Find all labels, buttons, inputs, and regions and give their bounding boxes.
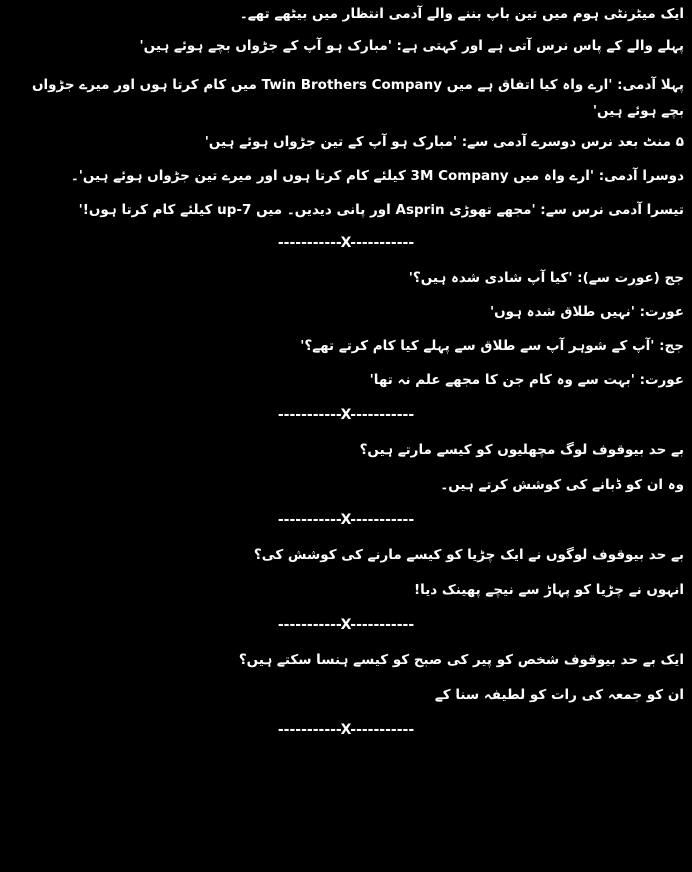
separator: -----------X----------- xyxy=(277,722,415,738)
joke-block xyxy=(8,652,684,739)
joke-block xyxy=(8,270,684,424)
joke-line: جج (عورت سے): 'کیا آپ شادی شدہ ہیں؟' xyxy=(408,270,684,286)
joke-line: ایک میٹرنٹی ہوم میں تین باپ بننے والے آدمی انتظار میں بیٹھے تھے۔ xyxy=(239,6,684,22)
joke-line: عورت: 'نہیں طلاق شدہ ہوں' xyxy=(489,304,684,320)
joke-line: ایک بے حد بیوقوف شخص کو پیر کی صبح کو کیسے ہنسا سکتے ہیں؟ xyxy=(238,652,684,668)
joke-line: جج: 'آپ کے شوہر آپ سے طلاق سے پہلے کیا کام کرتے تھے؟' xyxy=(300,338,684,354)
separator: -----------X----------- xyxy=(277,235,415,251)
joke-line: وہ ان کو ڈبانے کی کوشش کرتے ہیں۔ xyxy=(440,477,684,493)
joke-line: عورت: 'بہت سے وہ کام جن کا مجھے علم نہ تھا' xyxy=(369,372,684,388)
joke-line: بے حد بیوقوف لوگ مچھلیوں کو کیسے مارتے ہیں؟ xyxy=(359,442,684,458)
joke-line: ان کو جمعہ کی رات کو لطیفہ سنا کے xyxy=(434,687,684,703)
joke-block xyxy=(8,6,684,252)
joke-line: دوسرا آدمی: 'ارے واہ میں 3M Company کیلئے کام کرتا ہوں اور میرے تین جڑواں ہوئے ہیں'۔ xyxy=(70,168,684,184)
joke-line: انہوں نے چڑیا کو پہاڑ سے نیچے پھینک دیا! xyxy=(413,582,684,598)
joke-line: پہلے والے کے پاس نرس آتی ہے اور کہتی ہے: 'مبارک ہو آپ کے جڑواں بچے ہوئے ہیں' xyxy=(139,38,684,54)
separator: -----------X----------- xyxy=(277,512,415,528)
separator: -----------X----------- xyxy=(277,407,415,423)
joke-block xyxy=(8,547,684,634)
separator: -----------X----------- xyxy=(277,617,415,633)
joke-line: بے حد بیوقوف لوگوں نے ایک چڑیا کو کیسے مارنے کی کوشش کی؟ xyxy=(253,547,684,563)
joke-line: ۵ منٹ بعد نرس دوسرے آدمی سے: 'مبارک ہو آپ کے تین جڑواں ہوئے ہیں' xyxy=(204,134,684,150)
joke-line: تیسرا آدمی نرس سے: 'مجھے تھوڑی Asprin اور پانی دیدیں۔ میں 7-up کیلئے کام کرتا ہوں!' xyxy=(78,202,684,218)
joke-block xyxy=(8,442,684,529)
joke-line: پہلا آدمی: 'ارے واہ کیا اتفاق ہے میں Twin Brothers Company میں کام کرتا ہوں اور میرے جڑواں بچے ہوئے ہیں' xyxy=(31,77,684,119)
